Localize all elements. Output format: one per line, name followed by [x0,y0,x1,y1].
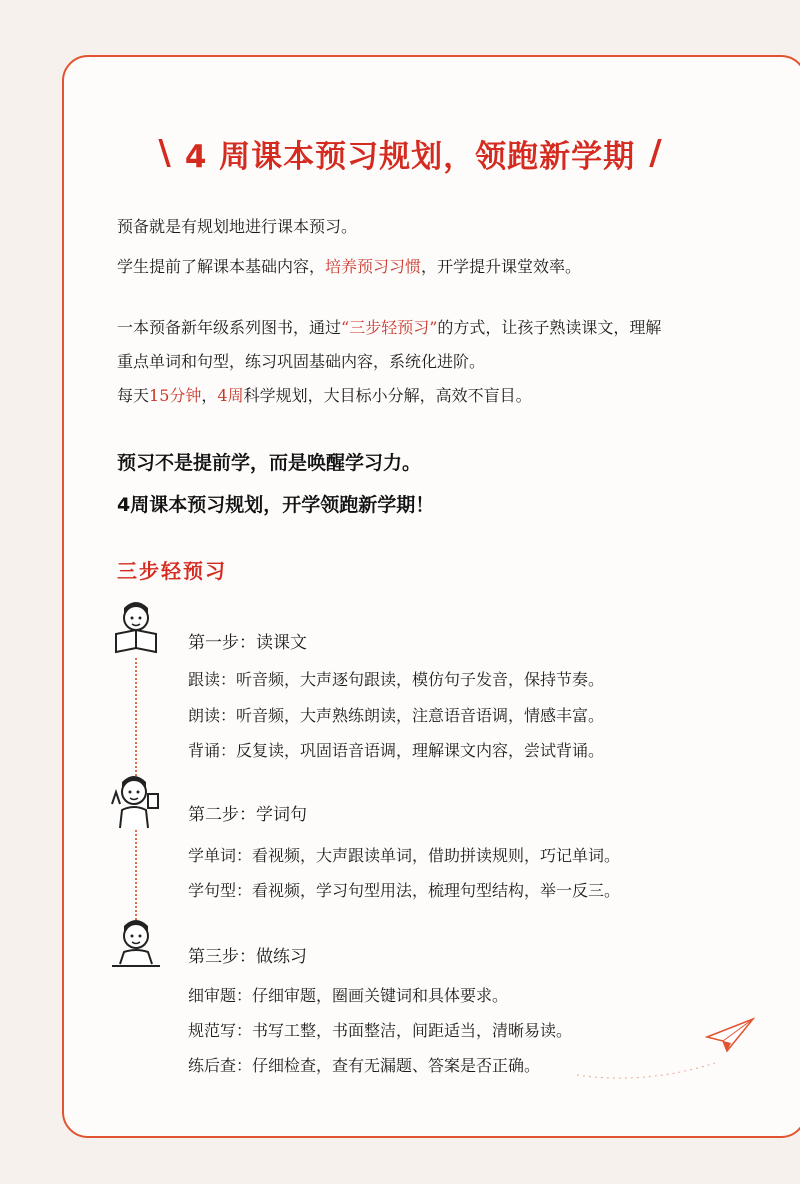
boy-reading-icon [106,594,166,656]
intro-line-3-highlight: “三步轻预习” [341,318,438,337]
intro-line-2-pre: 学生提前了解课本基础内容， [117,257,326,276]
step-3-item-2: 规范写：书写工整，书面整洁，间距适当，清晰易读。 [188,1021,573,1040]
step-2-item-1: 学单词：看视频，大声跟读单词，借助拼读规则，巧记单词。 [188,846,621,865]
intro-line-5-a: 每天 [117,386,150,405]
intro-line-5-e: 科学规划，大目标小分解，高效不盲目。 [243,386,532,405]
intro-line-5-d: 4周 [217,386,244,405]
step-1-item-2: 朗读：听音频，大声熟练朗读，注意语音语调，情感丰富。 [188,706,605,725]
step-3-title: 第三步：做练习 [188,947,307,967]
step-2-title: 第二步：学词句 [188,805,307,825]
section-title: 三步轻预习 [117,559,227,583]
intro-line-2-highlight: 培养预习习惯 [325,257,422,276]
boy-writing-icon [106,912,166,974]
intro-line-5 [117,386,532,406]
intro-line-1: 预备就是有规划地进行课本预习。 [117,217,358,236]
intro-line-3 [117,318,661,338]
paper-plane-icon [705,1015,755,1055]
intro-line-5-b: 15分钟 [149,386,202,405]
page-title: 4 周课本预习规划，领跑新学期 [184,138,636,175]
title-decor-right: / [649,133,662,173]
step-1-item-3: 背诵：反复读，巩固语音语调，理解课文内容，尝试背诵。 [188,741,605,760]
step-3-item-3: 练后查：仔细检查，查有无漏题、答案是否正确。 [188,1056,541,1075]
slogan-2: 4周课本预习规划，开学领跑新学期！ [117,494,435,516]
boy-thinking-icon [104,768,164,830]
title-row [130,128,690,178]
intro-line-3-pre: 一本预备新年级系列图书，通过 [117,318,342,337]
step-1-item-1: 跟读：听音频，大声逐句跟读，模仿句子发音，保持节奏。 [188,670,605,689]
intro-line-4: 重点单词和句型，练习巩固基础内容，系统化进阶。 [117,352,486,371]
slogan-1: 预习不是提前学，而是唤醒学习力。 [117,452,422,474]
intro-line-2-post: ，开学提升课堂效率。 [421,257,582,276]
plane-trail [575,1055,725,1085]
step-2-item-2: 学句型：看视频，学习句型用法，梳理句型结构，举一反三。 [188,881,621,900]
intro-line-5-c: ， [201,386,218,405]
intro-line-3-post: 的方式，让孩子熟读课文，理解 [437,318,662,337]
step-3-item-1: 细审题：仔细审题，圈画关键词和具体要求。 [188,986,509,1005]
intro-line-2 [117,257,581,277]
step-1-title: 第一步：读课文 [188,633,307,653]
title-decor-left: \ [158,133,171,173]
